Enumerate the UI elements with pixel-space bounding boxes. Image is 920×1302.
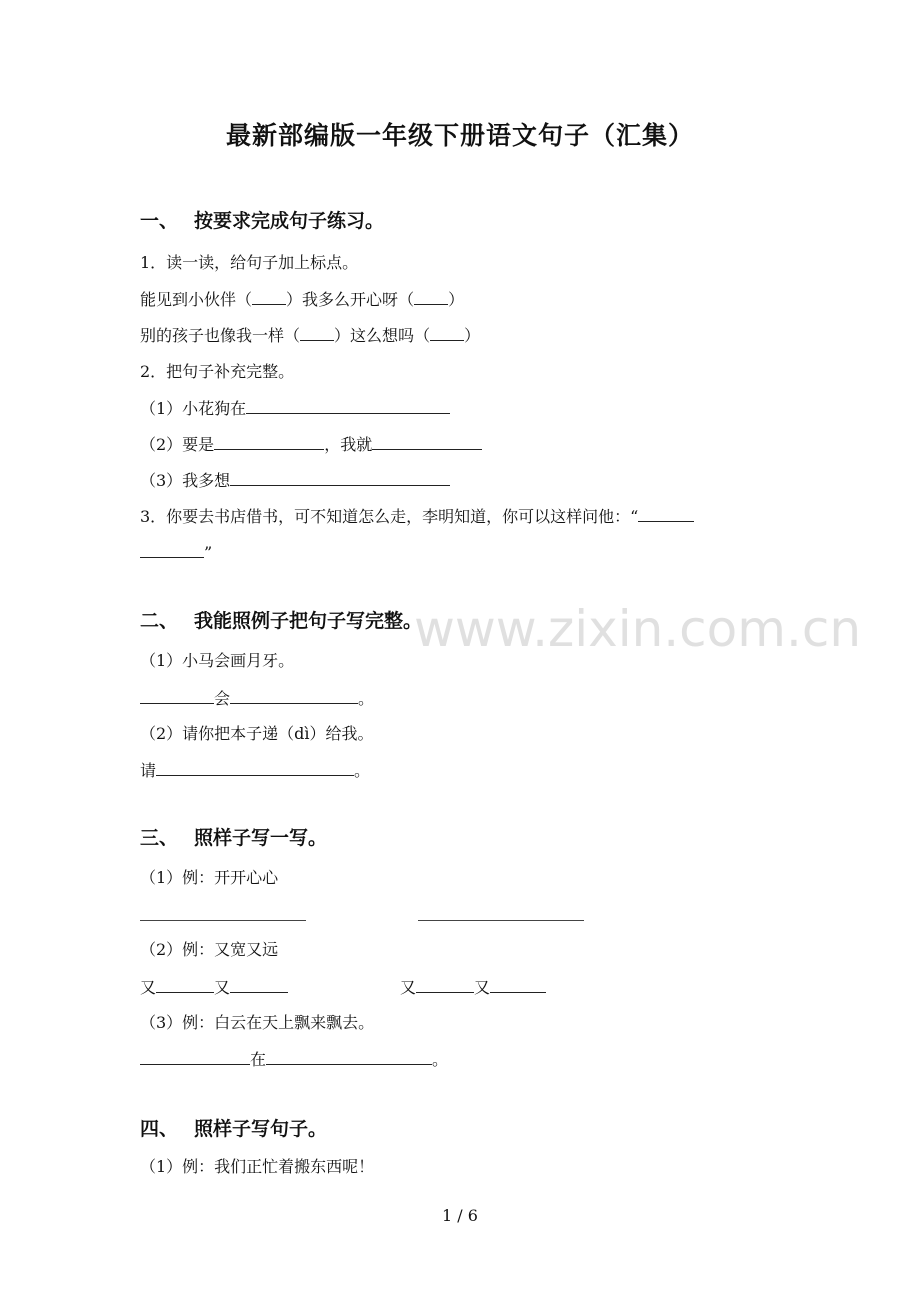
sentence-b-part1: 别的孩子也像我一样: [140, 326, 285, 345]
section-4-title: 照样子写句子。: [194, 1118, 328, 1140]
answer-3-mid: 在: [250, 1050, 267, 1069]
section-1-number: 一、: [140, 210, 179, 232]
paren-close: ）: [334, 326, 351, 345]
answer-blank[interactable]: [230, 976, 288, 993]
question-2-instruction: [140, 361, 294, 383]
example-2-text: （2）例：又宽又远: [140, 940, 279, 959]
you-char: 又: [140, 978, 157, 997]
paren-close: ）: [448, 290, 465, 309]
paren-open: （: [414, 326, 431, 345]
answer-blank[interactable]: [372, 433, 482, 450]
question-2-item-1: [140, 397, 450, 420]
question-2-item-2: [140, 433, 482, 456]
section-2-answer-2: [140, 759, 370, 782]
document-title: 最新部编版一年级下册语文句子（汇集）: [225, 121, 694, 150]
answer-blank[interactable]: [230, 687, 358, 704]
section-3-heading: [140, 823, 327, 850]
example-3-text: （3）例：白云在天上飘来飘去。: [140, 1013, 375, 1032]
section-2-title: 我能照例子把句子写完整。: [194, 610, 423, 632]
item-2-mid: ，我就: [324, 435, 373, 454]
question-3-continuation: [140, 541, 212, 564]
answer-blank[interactable]: [140, 1048, 250, 1065]
answer-2-end: 。: [354, 761, 371, 780]
question-2-text: 2．把句子补充完整。: [140, 362, 295, 381]
answer-2-start: 请: [140, 761, 157, 780]
sentence-b-part2: 这么想吗: [350, 326, 415, 345]
question-1-sentence-a: [140, 288, 464, 311]
question-1-instruction: [140, 252, 358, 274]
answer-1-end: 。: [358, 689, 375, 708]
answer-blank[interactable]: [638, 505, 694, 522]
you-char: 又: [474, 978, 491, 997]
question-2-item-3: [140, 469, 450, 492]
watermark: [414, 600, 861, 658]
answer-blank[interactable]: [156, 976, 214, 993]
paren-close: ）: [286, 290, 303, 309]
paren-open: （: [398, 290, 415, 309]
you-char: 又: [214, 978, 231, 997]
section-2-example-1: [140, 650, 294, 672]
section-3-title: 照样子写一写。: [194, 827, 328, 849]
punctuation-blank[interactable]: [414, 288, 448, 305]
punctuation-blank[interactable]: [430, 324, 464, 341]
section-4-number: 四、: [140, 1118, 179, 1140]
answer-line[interactable]: [140, 920, 306, 921]
answer-3-end: 。: [432, 1050, 449, 1069]
item-3-text: （3）我多想: [140, 471, 231, 490]
section-2-heading: [140, 606, 422, 633]
section-1-title: 按要求完成句子练习。: [194, 210, 385, 232]
section-3-number: 三、: [140, 827, 179, 849]
answer-blank[interactable]: [266, 1048, 432, 1065]
sentence-a-part2: 我多么开心呀: [302, 290, 399, 309]
answer-blank[interactable]: [156, 759, 354, 776]
answer-blank[interactable]: [230, 469, 450, 486]
section-4-heading: [140, 1114, 327, 1141]
example-1-text: （1）例：我们正忙着搬东西呢！: [140, 1157, 375, 1176]
section-3-example-3: [140, 1012, 374, 1034]
answer-blank[interactable]: [140, 687, 214, 704]
you-char: 又: [400, 978, 417, 997]
answer-1-mid: 会: [214, 689, 231, 708]
punctuation-blank[interactable]: [252, 288, 286, 305]
item-2-text: （2）要是: [140, 435, 215, 454]
section-2-example-2: [140, 723, 374, 745]
section-3-example-2: [140, 939, 278, 961]
section-3-answer-3: [140, 1048, 448, 1071]
answer-blank[interactable]: [490, 976, 546, 993]
section-1-heading: [140, 206, 384, 233]
page-number: 1 / 6: [442, 1206, 478, 1225]
question-3-prompt: 3．你要去书店借书，可不知道怎么走，李明知道，你可以这样问他：“: [140, 507, 639, 526]
paren-close: ）: [464, 326, 481, 345]
answer-blank[interactable]: [140, 541, 204, 558]
answer-line[interactable]: [418, 920, 584, 921]
section-2-answer-1: [140, 687, 374, 710]
question-1-sentence-b: [140, 324, 480, 347]
answer-blank[interactable]: [214, 433, 324, 450]
section-3-example-1: [140, 867, 278, 889]
section-2-number: 二、: [140, 610, 179, 632]
answer-blank[interactable]: [246, 397, 450, 414]
section-3-answer-2a: [140, 976, 288, 999]
example-2-text: （2）请你把本子递（dì）给我。: [140, 724, 374, 743]
section-4-example-1: [140, 1156, 374, 1178]
section-3-answer-2b: [400, 976, 546, 999]
paren-open: （: [236, 290, 253, 309]
item-1-text: （1）小花狗在: [140, 399, 247, 418]
sentence-a-part1: 能见到小伙伴: [140, 290, 237, 309]
example-1-text: （1）例：开开心心: [140, 868, 279, 887]
example-1-text: （1）小马会画月牙。: [140, 651, 295, 670]
question-1-text: 1．读一读，给句子加上标点。: [140, 253, 359, 272]
answer-blank[interactable]: [416, 976, 474, 993]
paren-open: （: [284, 326, 301, 345]
question-3-text: [140, 505, 694, 528]
punctuation-blank[interactable]: [300, 324, 334, 341]
watermark-text: www.zixin.com.cn: [414, 600, 862, 658]
closing-quote: ”: [204, 543, 213, 562]
